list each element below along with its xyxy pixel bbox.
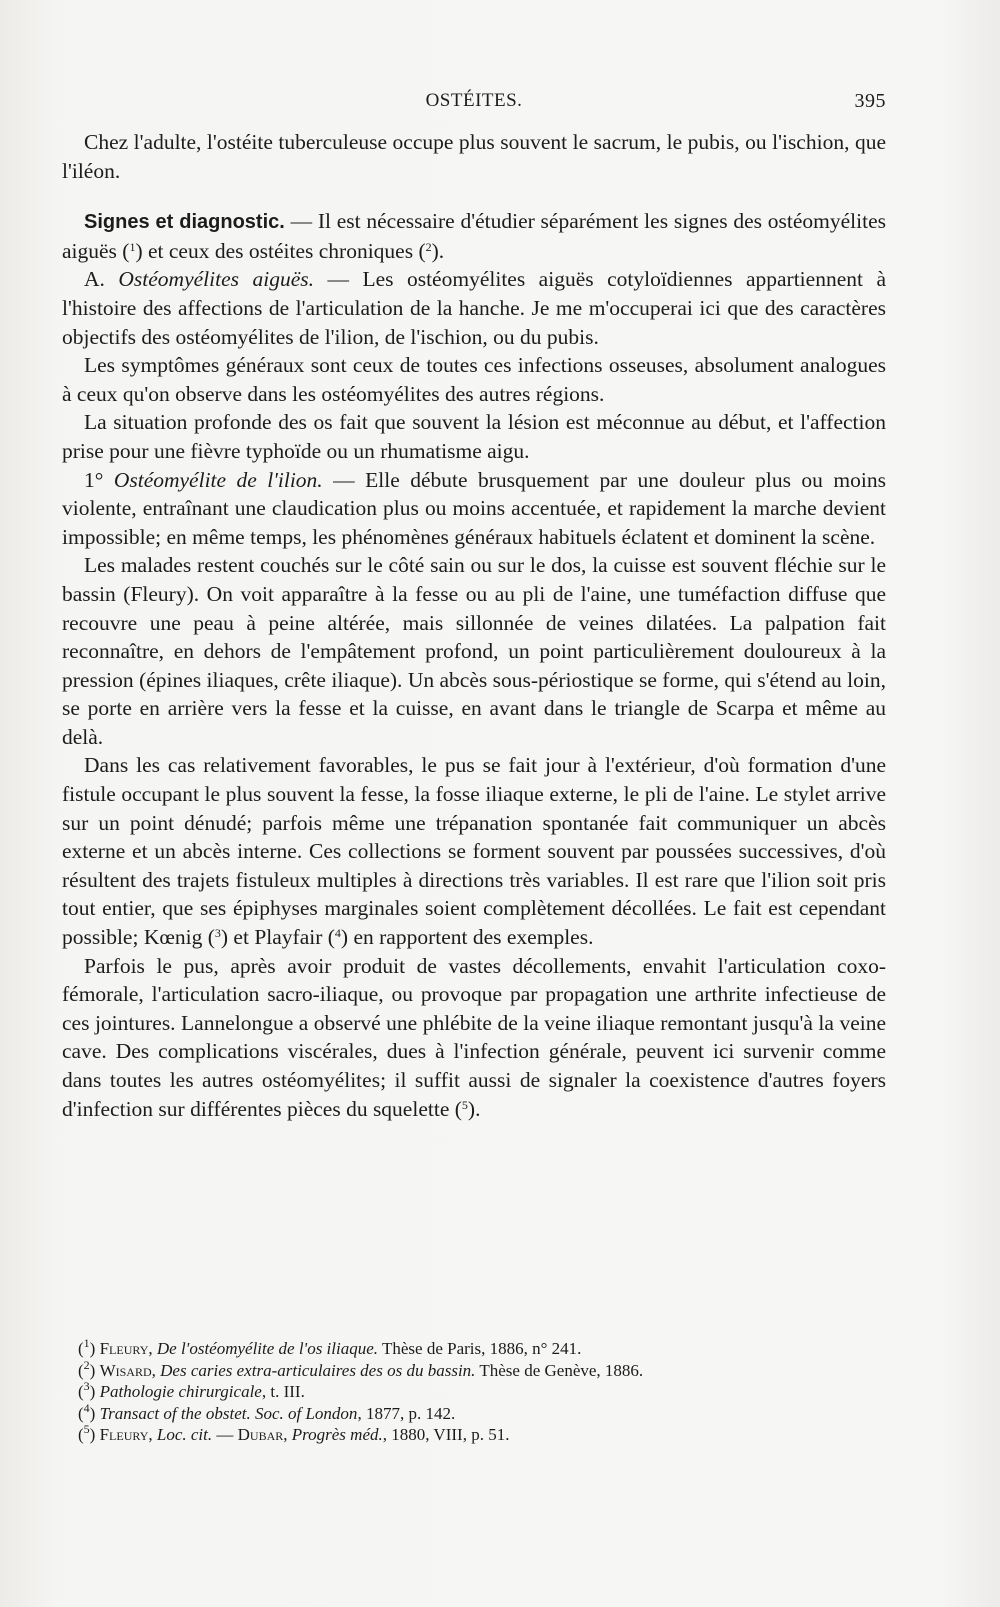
subsection-label: A. [84,267,119,292]
footnote-sep: , [283,1425,292,1444]
footnote-sep: , [148,1339,157,1358]
footnote-title: Pathologie chirurgicale [99,1382,262,1401]
footnote-sep: , [148,1425,157,1444]
footnote-ref: 1 [129,239,136,254]
section-heading: Signes et diagnostic. [84,211,285,234]
paragraph-symptomes: Les symptômes généraux sont ceux de toutes ces infections osseuses, absolument analogues à ceux qu'on observe dans les ostéomyélites des autres régions. [62,353,886,406]
paragraph-signes [62,207,886,265]
footnote: ($^1$) Fleury, De l'ostéomyélite de l'os iliaque. Thèse de Paris, 1886, n° 241. [78,1336,582,1358]
running-head [62,90,886,120]
footnote-rest: Thèse de Paris, 1886, n° 241. [378,1339,582,1358]
body-text [62,128,886,1123]
text-run: ) en rapportent des exemples. [340,925,594,950]
footnote-title: Progrès méd. [291,1425,383,1444]
footnote-ref: 3 [214,926,221,941]
running-title: OSTÉITES. [425,90,523,111]
text-run: — Elle débute brusquement par une douleur plus ou moins violente, entraînant une claudication plus ou moins accentuée, et rapidement la marche devient impossible; en même temps, les phénomènes généraux habituels éclatent et dominent la scène. [62,467,886,549]
footnote-mark: 2 [83,1357,90,1372]
footnote-title: De l'ostéomyélite de l'os iliaque. [156,1339,379,1358]
text-run: ) et Playfair ( [220,925,335,950]
footnote: ($^5$) Fleury, Loc. cit. — Dubar, Progrès méd., 1880, VIII, p. 51. [78,1422,510,1444]
footnote-rest: , t. III. [261,1382,305,1401]
footnote-author: Dubar [237,1425,284,1444]
paragraph-ilion [62,466,886,552]
paragraph-malades: Les malades restent couchés sur le côté sain ou sur le dos, la cuisse est souvent fléchie sur le bassin (Fleury). On voit apparaître à la fesse ou au pli de l'aine, une tuméfaction diffuse que recouvre une peau à peine altérée, mais sillonnée de veines dilatées. La palpation fait reconnaître, en dehors de l'empâtement profond, un point particulièrement douloureux à la pression (épines iliaques, crête iliaque). Un abcès sous-périostique se forme, qui s'étend au loin, se porte en arrière vers la fesse et la cuisse, en avant dans le triangle de Scarpa et même au delà. [62,553,886,749]
page-number: 395 [854,90,886,112]
footnote: ($^2$) Wisard, Des caries extra-articulaires des os du bassin. Thèse de Genève, 1886. [78,1357,644,1380]
text-run: — Les ostéomyélites aiguës cotyloïdiennes appartiennent à l'histoire des affections de l'articulation de la hanche. Je me m'occuperai ici que des caractères objectifs des ostéomyélites de l'ilion, de l'ischion, ou du pubis. [62,267,886,349]
footnote-sep: , [151,1360,161,1380]
paragraph-osteomyelites-aigues [62,265,886,351]
paragraph-intro: Chez l'adulte, l'ostéite tuberculeuse occupe plus souvent le sacrum, le pubis, ou l'ischion, que l'iléon. [62,130,886,183]
footnote-ref: 5 [461,1097,468,1112]
footnote-ref: 4 [334,926,341,941]
footnote-rest: — [212,1425,238,1444]
footnote-title: Transact of the obstet. Soc. of London [99,1403,358,1423]
subsection-label: 1° [84,467,114,492]
paragraph-cas-favorables [62,751,886,951]
text-run: Parfois le pus, après avoir produit de vastes décollements, envahit l'articulation coxo-fémorale, l'articulation sacro-iliaque, ou provoque par propagation une arthrite infectieuse de ces jointures. Lannelongue a observé une phlébite de la veine iliaque remontant jusqu'à la veine cave. Des complications viscérales, dues à l'infection générale, peuvent ici survenir comme dans toutes les autres ostéomyélites; il suffit aussi de signaler la coexistence d'autres foyers d'infection sur différentes pièces du squelette ( [62,953,886,1121]
subsection-title: Ostéomyélites aiguës. [118,267,314,292]
footnotes [78,1338,888,1446]
footnote-mark: 1 [83,1336,90,1350]
text-run: Dans les cas relativement favorables, le pus se fait jour à l'extérieur, d'où formation d'une fistule occupant le plus souvent la fesse, la fosse iliaque externe, le pli de l'aine. Le stylet arrive sur un point dénudé; parfois même une trépanation spontanée fait communiquer un abcès externe et un abcès interne. Ces collections se forment souvent par poussées successives, d'où résultent des trajets fistuleux multiples à directions très variables. Il est rare que l'ilion soit pris tout entier, que ses épiphyses marginales soient complètement décollées. Le fait est cependant possible; Kœnig ( [62,753,886,950]
footnote-title: Loc. cit. [156,1425,213,1444]
subsection-title: Ostéomyélite de l'ilion. [113,467,323,492]
footnote-rest: , 1877, p. 142. [357,1403,456,1423]
text-run: ) et ceux des ostéites chroniques ( [135,238,426,263]
footnote-author: Fleury [99,1425,149,1444]
text-run: ). [467,1096,481,1121]
footnote-mark: 4 [83,1400,90,1415]
footnote-rest: , 1880, VIII, p. 51. [382,1425,510,1444]
paragraph-parfois [62,952,886,1124]
footnote-rest: Thèse de Genève, 1886. [475,1360,644,1380]
footnote: ($^3$) Pathologie chirurgicale, t. III. [78,1379,305,1401]
footnote: ($^4$) Transact of the obstet. Soc. of London, 1877, p. 142. [78,1400,456,1423]
text-run: — Il est nécessaire d'étudier séparément les signes des ostéomyélites aiguës ( [62,209,886,263]
footnote-author: Wisard [99,1360,152,1380]
footnote-mark: 3 [83,1379,90,1393]
footnote-title: Des caries extra-articulaires des os du bassin. [160,1360,476,1380]
text-run: ). [431,238,445,263]
footnote-mark: 5 [83,1422,90,1436]
footnote-ref: 2 [425,239,432,254]
paragraph-situation: La situation profonde des os fait que souvent la lésion est méconnue au début, et l'affection prise pour une fièvre typhoïde ou un rhumatisme aigu. [62,410,886,463]
footnote-author: Fleury [99,1339,149,1358]
